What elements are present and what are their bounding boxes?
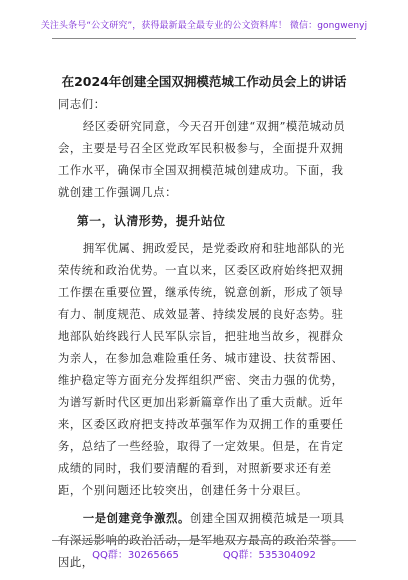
point-paragraph-1 (58, 508, 352, 574)
document-title: 在2024年创建全国双拥模范城工作动员会上的讲话 (61, 74, 347, 89)
footer-qq-group-1: QQ群：30265665 (92, 550, 179, 561)
point-text-1: 创建全国双拥模范城是一项具有深远影响的政治活动，是军地双方最高的政治荣誉。因此， (58, 512, 345, 569)
document-body (58, 94, 352, 574)
salutation: 同志们： (58, 98, 106, 111)
point-lead-1: 一是创建竞争激烈。 (82, 512, 190, 525)
section-paragraph-1: 拥军优属、拥政爱民，是党委政府和驻地部队的光荣传统和政治优势。一直以来，区委区政府始终把双拥工作摆在重要位置，继承传统，锐意创新，形成了领导有力、制度规范、成效显著、持续发展的良好态势。驻地部队始终践行人民军队宗旨，把驻地当故乡，视群众为亲人，在参加急难险重任务、城市建设、扶贫帮困、维护稳定等方面充分发挥组织严密、突击力强的优势，为谱写新时代区更加出彩新篇章作出了重大贡献。近年来，区委区政府把支持改革强军作为双拥工作的重要任务，总结了一些经验，取得了一定效果。但是，在肯定成绩的同时，我们要清醒的看到，对照新要求还有差距，个别问题还比较突出，创建任务十分艰巨。 (58, 242, 345, 497)
intro-paragraph: 经区委研究同意，今天召开创建“双拥”模范城动员会，主要是号召全区党政军民积极参与，全面提升双拥工作水平，确保市全国双拥模范城创建成功。下面，我就创建工作强调几点： (58, 120, 346, 199)
header-divider (52, 38, 356, 39)
footer-qq-group-2: QQ群：535304092 (222, 550, 316, 561)
header-banner: 关注头条号“公文研究”，获得最新最全最专业的公文资料库！ 微信：gongwenyj (40, 21, 368, 31)
section-heading-1: 第一，认清形势，提升站位 (76, 214, 226, 228)
footer-divider (52, 540, 356, 541)
footer (0, 546, 408, 561)
